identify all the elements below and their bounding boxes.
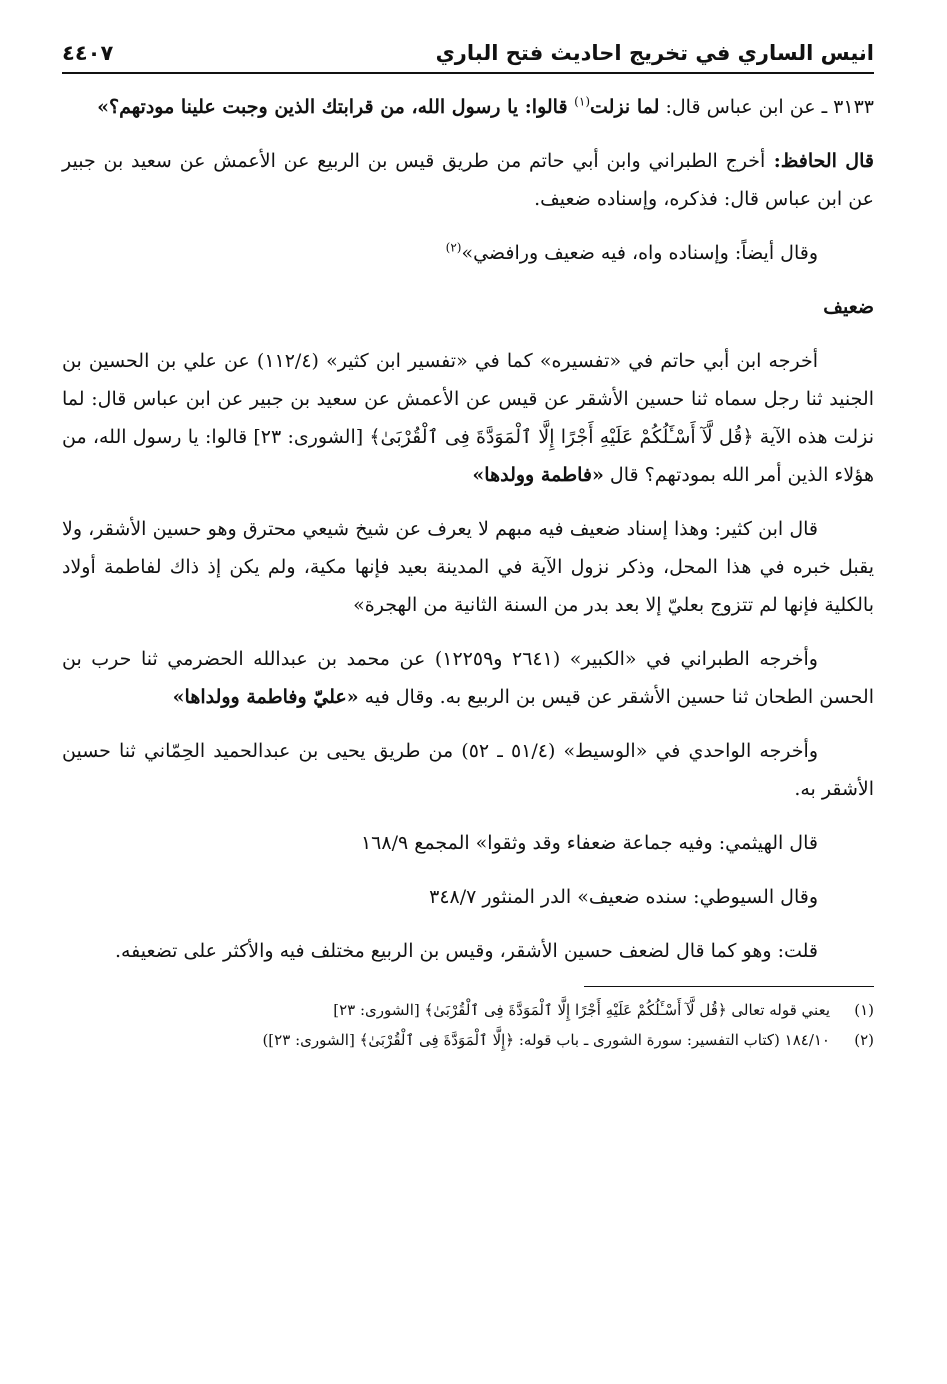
abi-hatim-text: أخرجه ابن أبي حاتم في «تفسيره» كما في «تفسير ابن كثير» (١١٢/٤) عن علي بن الحسين بن الجنيد ثنا رجل سماه ثنا حسين الأشقر عن قيس عن الأعمش عن سعيد بن جبير عن ابن عباس قال: لما نزلت هذه الآية ﴿قُل لَّآ أَسْـَٔلُكُمْ عَلَيْهِ أَجْرًا إِلَّا ٱلْمَوَدَّةَ فِى ٱلْقُرْبَىٰ﴾ [الشورى: ٢٣] قالوا: يا رسول الله، من هؤلاء الذين أمر الله بمودتهم؟ قال	[62, 350, 874, 486]
page-body	[62, 88, 874, 970]
page-number: ٤٤٠٧	[62, 41, 114, 65]
hadith-text	[62, 88, 874, 126]
footnotes-section	[62, 986, 874, 1055]
suyuti-comment	[62, 878, 874, 916]
footnote-ref-2: (٢)	[445, 240, 462, 255]
book-title: انيس الساري في تخريج احاديث فتح الباري	[435, 41, 874, 65]
footnote-divider	[584, 986, 874, 987]
footnote-ref-1: (١)	[574, 94, 590, 109]
grade-heading: ضعيف	[823, 296, 874, 318]
takhrij-wahidi	[62, 732, 874, 808]
abi-hatim-bold-end: «فاطمة وولدها»	[472, 464, 604, 486]
takhrij-tabarani	[62, 640, 874, 716]
hadith-number-intro: ٣١٣٣ ـ عن ابن عباس قال:	[659, 96, 874, 118]
footnote-text: يعني قوله تعالى ﴿قُل لَّآ أَسْـَٔلُكُمْ عَلَيْهِ أَجْرًا إِلَّا ٱلْمَوَدَّةَ فِى ٱلْقُرْبَىٰ﴾ [الشورى: ٢٣]	[333, 1001, 830, 1019]
tabarani-text: وأخرجه الطبراني في «الكبير» (٢٦٤١ و١٢٢٥٩) عن محمد بن عبدالله الحضرمي ثنا حرب بن الحسن الطحان ثنا حسين الأشقر عن قيس بن الربيع به. وقال فيه	[62, 648, 874, 708]
book-page	[62, 38, 874, 1055]
footnote-number: (١)	[854, 1001, 874, 1019]
hafiz-statement	[62, 142, 874, 218]
hadith-quote-part1: لما نزلت	[590, 96, 660, 118]
running-header	[62, 38, 874, 74]
haythami-text: قال الهيثمي: وفيه جماعة ضعفاء وقد وثقوا» المجمع ١٦٨/٩	[360, 832, 818, 854]
hafiz-also-text: وقال أيضاً: وإسناده واه، فيه ضعيف ورافضي»	[461, 242, 818, 264]
takhrij-abi-hatim	[62, 342, 874, 494]
hadith-quote-part2: قالوا: يا رسول الله، من قرابتك الذين وجبت علينا مودتهم؟»	[97, 96, 575, 118]
wahidi-text: وأخرجه الواحدي في «الوسيط» (٥١/٤ ـ ٥٢) من طريق يحيى بن عبدالحميد الحِمّاني ثنا حسين الأشقر به.	[62, 740, 874, 800]
hafiz-also-statement	[62, 234, 874, 272]
hafiz-label: قال الحافظ:	[765, 150, 874, 172]
hafiz-text: أخرج الطبراني وابن أبي حاتم من طريق قيس بن الربيع عن الأعمش عن سعيد بن جبير عن ابن عباس قال: فذكره، وإسناده ضعيف.	[62, 150, 874, 210]
ibn-kathir-comment	[62, 510, 874, 624]
tabarani-bold-end: «عليّ وفاطمة وولداها»	[172, 686, 359, 708]
footnote-text: ١٨٤/١٠ (كتاب التفسير: سورة الشورى ـ باب قوله: ﴿إِلَّا ٱلْمَوَدَّةَ فِى ٱلْقُرْبَىٰ﴾ [الشورى: ٢٣])	[262, 1031, 830, 1049]
qultu-text: قلت: وهو كما قال لضعف حسين الأشقر، وقيس بن الربيع مختلف فيه والأكثر على تضعيفه.	[114, 940, 818, 962]
footnote-number: (٢)	[854, 1031, 874, 1049]
haythami-comment	[62, 824, 874, 862]
author-conclusion	[62, 932, 874, 970]
ibn-kathir-text: قال ابن كثير: وهذا إسناد ضعيف فيه مبهم لا يعرف عن شيخ شيعي محترق وهو حسين الأشقر، ولا يقبل خبره في هذا المحل، وذكر نزول الآية في المدينة بعيد فإنها مكية، ولم يكن إذ ذاك لفاطمة أولاد بالكلية فإنها لم تتزوج بعليّ إلا بعد بدر من السنة الثانية من الهجرة»	[62, 518, 874, 616]
footnote-1	[62, 995, 874, 1025]
suyuti-text: وقال السيوطي: سنده ضعيف» الدر المنثور ٣٤٨/٧	[429, 886, 818, 908]
footnote-2	[62, 1025, 874, 1055]
